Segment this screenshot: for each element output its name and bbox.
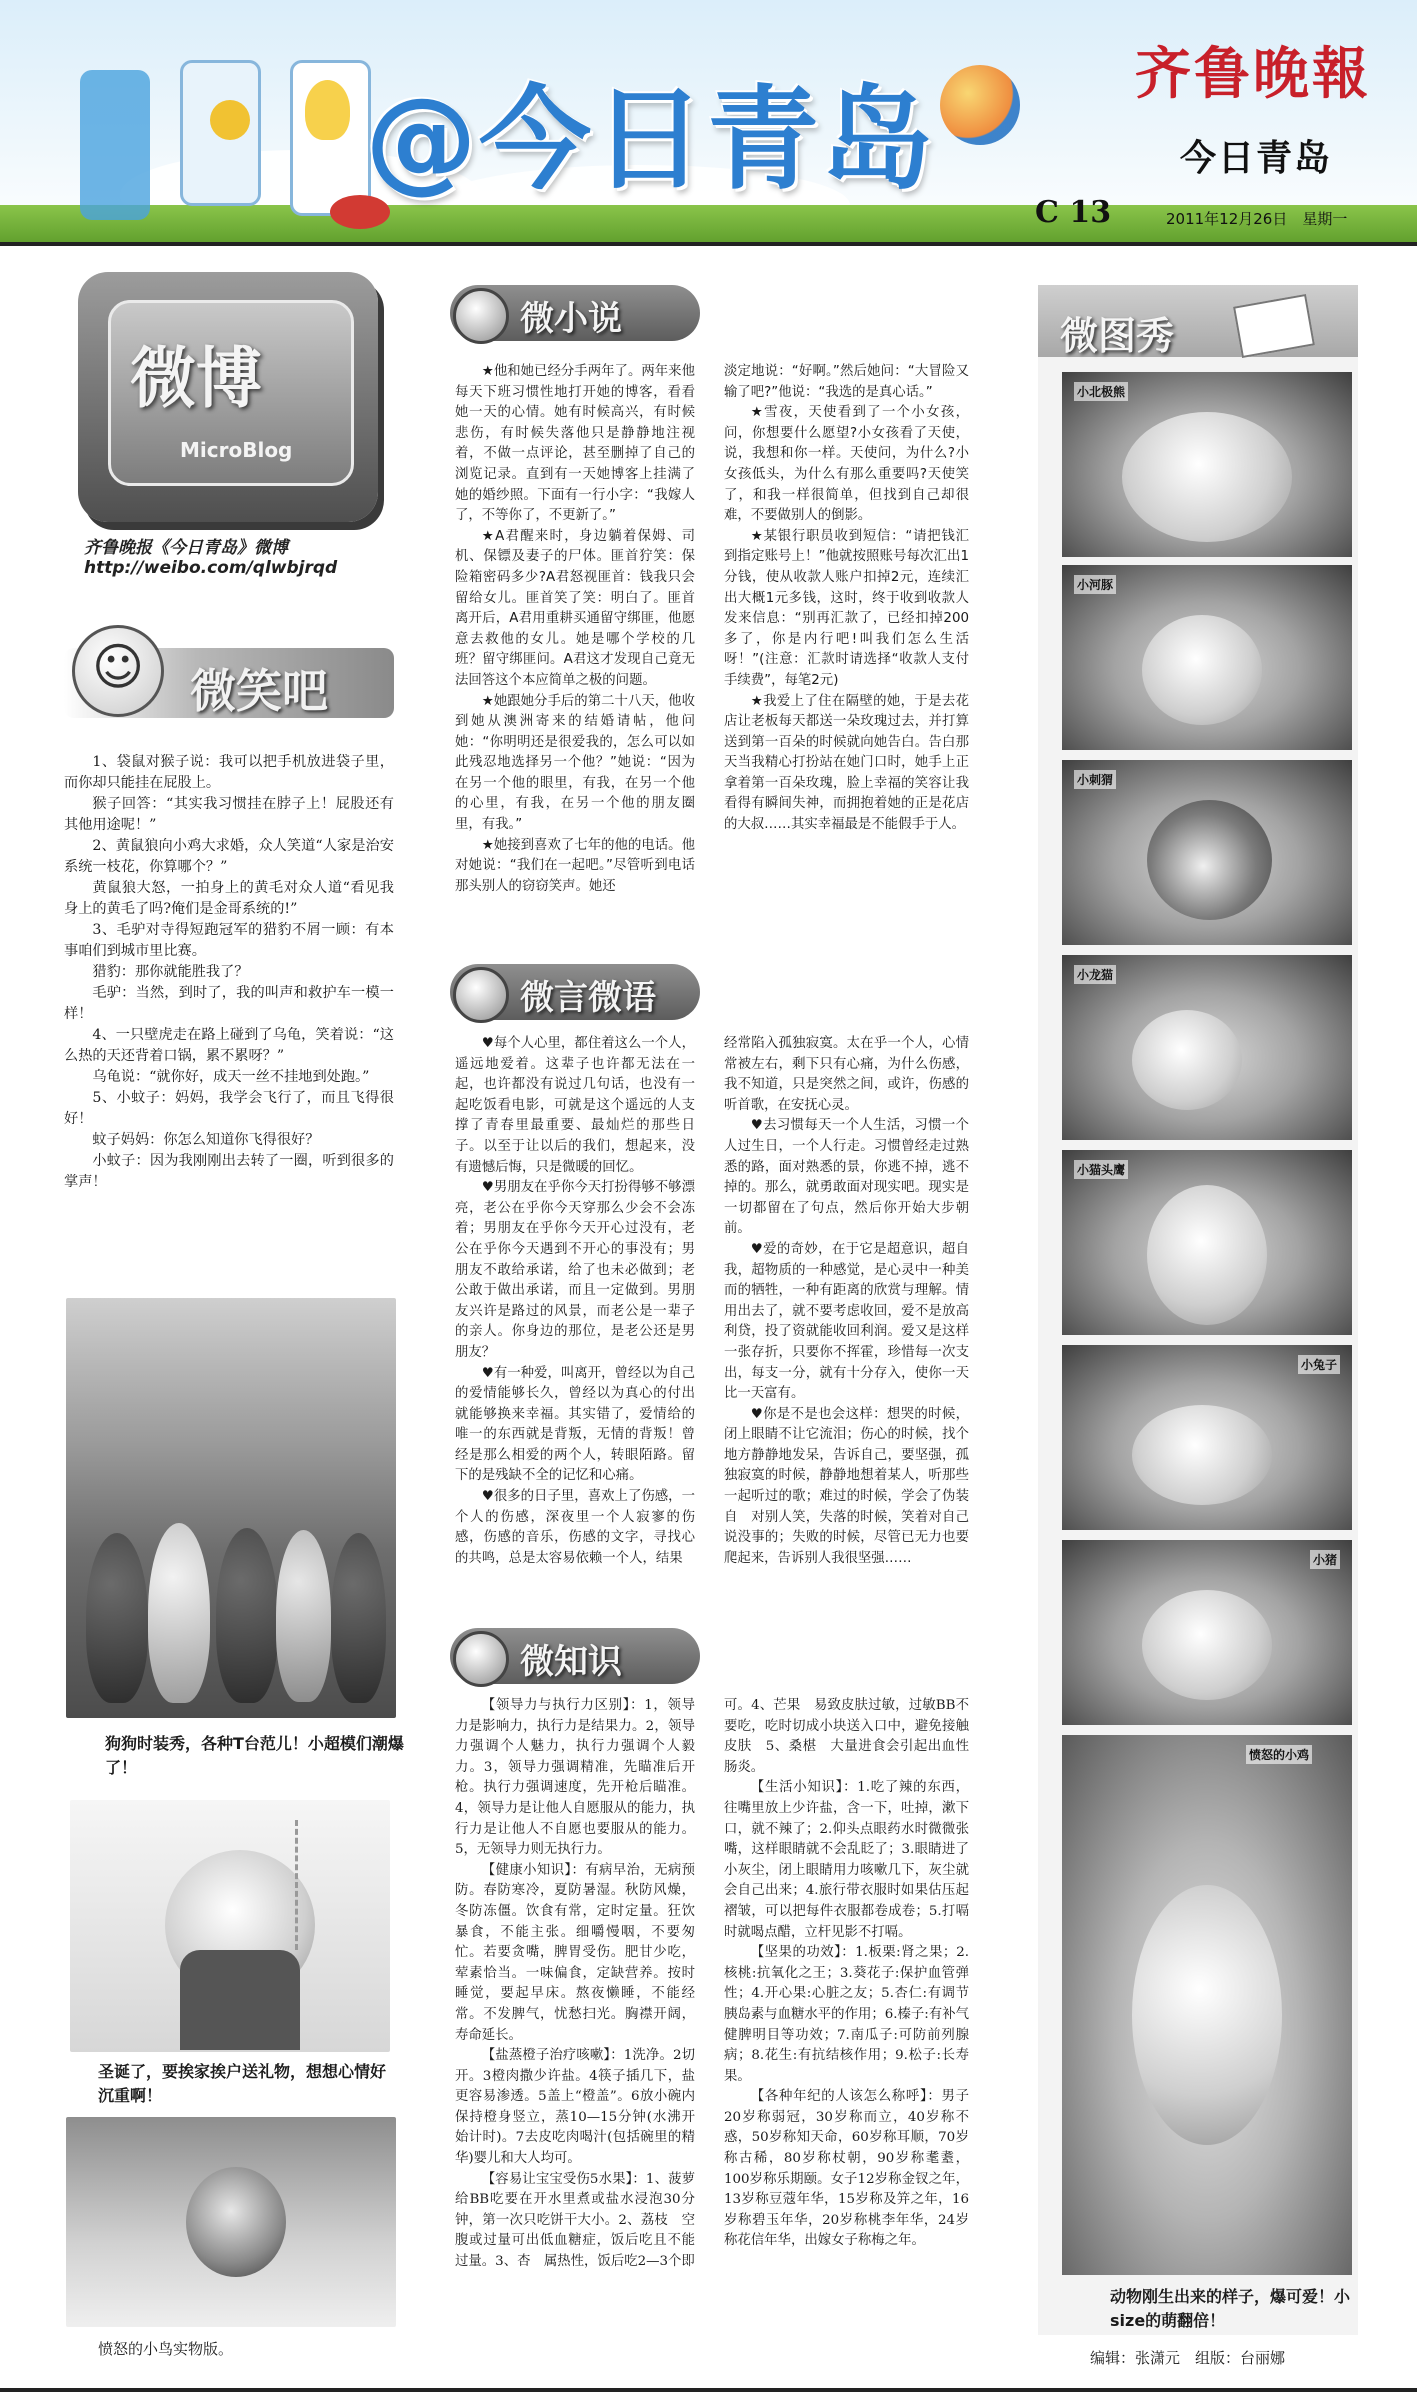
lightbulb-icon [305,80,350,140]
knowledge-paragraph: 可。4、芒果 易致皮肤过敏，过敏BB不要吃，吃时切成小块送入口中，避免接触皮肤 5、桑椹 大量进食会引起出血性肠炎。 [724,1698,969,1775]
masthead [0,0,1417,245]
animal-label: 小猫头鹰 [1074,1160,1128,1179]
bottom-rule [0,2388,1417,2392]
animal-photo-pufferfish [1062,565,1352,750]
story-paragraph: ★她接到喜欢了七年的他的电话。他对她说：“我们在一起吧。”尽管听到电话那头别人的窃窃笑声。她还 [455,837,695,894]
issue-date: 2011年12月26日 星期一 [1166,210,1348,228]
weiyanweiyu-column-2 [724,1034,969,1569]
joke-line: 蚊子妈妈：你怎么知道你飞得很好？ [92,1132,320,1148]
weizhishi-column-2 [724,1696,969,2252]
dogs-caption: 狗狗时装秀，各种T台范儿！小超模们潮爆了！ [105,1734,404,1777]
weixiaoshuo-title: 微小说 [520,299,622,339]
christmas-cat-photo [70,1800,390,2052]
weixiaoshuo-column-2 [724,362,969,836]
quote-paragraph: 经常陷入孤独寂寞。太在乎一个人，心情常被左右，剩下只有心痛，为什么伤感，我不知道，只是突然之间，或许，伤感的听首歌，在安抚心灵。 [724,1036,969,1113]
story-paragraph: ★她跟她分手后的第二十八天，他收到她从澳洲寄来的结婚请帖，他问她：“你明明还是很爱我的，怎么可以如此残忍地选择另一个他？”她说：“因为在另一个他的眼里，有我，在另一个他的心里，有我，在另一个他的朋友圈里，有我。” [455,693,695,833]
joke-line: 5、小蚊子：妈妈，我学会飞行了，而且飞得很好！ [64,1090,394,1127]
story-paragraph: ★某银行职员收到短信：“请把钱汇到指定账号上！”他就按照账号每次汇出1分钱，使从收款人账户扣掉2元，连续汇出大概1元多钱，这时，终于收到收款人发来信息：“别再汇款了，已经扣掉200多了，你是内行吧!叫我们怎么生活呀！”(注意：汇款时请选择“收款人支付手续费”，每笔2元) [724,528,969,688]
story-paragraph: 淡定地说：“好啊。”然后她问：“大冒险又输了吧?”他说：“我选的是真心话。” [724,364,969,400]
knowledge-paragraph: 【各种年纪的人该怎么称呼】：男子20岁称弱冠，30岁称而立，40岁称不惑，50岁称知天命，60岁称耳顺，70岁称古稀，80岁称杖朝，90岁称耄耋，100岁称乐期颐。女子12岁称金钗之年，13岁称豆蔻年华，15岁称及笄之年，16岁称碧玉年华，20岁称桃李年华，24岁称花信年华，出嫁女子称梅之年。 [724,2089,969,2249]
joke-line: 4、一只壁虎走在路上碰到了乌龟，笑着说：“这么热的天还背着口锅，累不累呀？” [64,1027,394,1064]
animal-photo-chick [1062,1735,1352,2275]
joke-line: 毛驴：当然，到时了，我的叫声和救护车一模一样！ [64,985,394,1022]
quote-paragraph: ♥你是不是也会这样：想哭的时候，闭上眼睛不让它流泪；伤心的时候，找个地方静静地发呆，告诉自己，要坚强，孤独寂寞的时候，静静地想着某人，听那些一起听过的歌；难过的时候，学会了伪装自 对别人笑，失落的时候，笑着对自己说没事的；失败的时候，尽管已无力也要爬起来，告诉别人我很坚强…… [724,1406,969,1566]
animal-photo-chinchilla [1062,955,1352,1140]
joke-line: 1、袋鼠对猴子说：我可以把手机放进袋子里，而你却只能挂在屁股上。 [64,754,394,791]
animal-figure [1132,1405,1272,1505]
animal-figure [1122,412,1292,542]
dog-figure [86,1533,148,1703]
cat-costume [180,1950,300,2050]
animal-label: 小龙猫 [1074,965,1116,984]
weixiaoshuo-column-1 [455,362,695,897]
knowledge-paragraph: 【容易让宝宝受伤5水果】：1、菠萝 给BB吃要在开水里煮或盐水浸泡30分钟，第一次只吃饼干大小。2、荔枝 空腹或过量可出低血糖症，饭后吃且不能过量。3、杏 属热性，饭后吃2—3个即 [455,2171,709,2270]
knowledge-paragraph: 【坚果的功效】：1.板栗:肾之果；2.核桃:抗氧化之王；3.葵花子:保护血管弹性；4.开心果:心脏之友；5.杏仁:有调节胰岛素与血糖水平的作用；6.榛子:有补气健脾明目等功效；7.南瓜子:可防前列腺病；8.花生:有抗结核作用；9.松子:长寿果。 [724,1945,969,2084]
masthead-rule [0,242,1417,246]
jokes-list [64,752,394,1193]
weibo-title: 微博 [130,340,262,417]
animal-figure [1132,1010,1242,1110]
knowledge-paragraph: 【健康小知识】：有病早治，无病预防。春防寒冷，夏防暑湿。秋防风燥，冬防冻僵。饮食有常，定时定量。狂饮暴食，不能主张。细嚼慢咽，不要匆忙。若要贪嘴，脾胃受伤。肥甘少吃，荤素恰当。一味偏食，定缺营养。按时睡觉，要起早床。熬夜懒睡，不能经常。不发脾气，忧愁扫光。胸襟开阔，寿命延长。 [455,1862,695,2043]
joke-line: 2、黄鼠狼向小鸡大求婚，众人笑道“人家是治安系统一枝花，你算哪个？” [64,838,394,875]
animal-label: 小刺猬 [1074,770,1116,789]
weituxiu-caption: 动物刚生出来的样子，爆可爱！小size的萌翻倍！ [1110,2287,1351,2330]
animal-label: 愤怒的小鸡 [1246,1745,1312,1764]
animal-photo-piglet [1062,1540,1352,1725]
weiyanweiyu-column-1 [455,1034,695,1569]
dog-figure [331,1533,386,1703]
knowledge-paragraph: 【盐蒸橙子治疗咳嗽】：1洗净。2切开。3橙肉撒少许盐。4筷子插几下，盐更容易渗透。5盖上“橙盖”。6放小碗内保持橙身竖立，蒸10—15分钟(水沸开始计时)。7去皮吃肉喝汁(包括碗里的精华)婴儿和大人均可。 [455,2048,695,2167]
editors-credit: 编辑：张潇元 组版：台丽娜 [1090,2349,1286,2367]
story-paragraph: ★雪夜，天使看到了一个小女孩，问，你想要什么愿望?小女孩看了天使，说，我想和你一样。天使问，为什么?小女孩低头，为什么有那么重要吗?天使笑了，和我一样很简单，但找到自己却很难，不要做别人的倒影。 [724,405,969,524]
animal-label: 小猪 [1310,1550,1340,1569]
bird-figure [186,2167,286,2277]
section-title: @今日青岛 [365,75,935,205]
weibo-subtitle: MicroBlog [180,438,293,462]
phone-icon [80,70,150,220]
animal-photo-hedgehog [1062,760,1352,945]
quote-paragraph: ♥去习惯每天一个人生活，习惯一个人过生日，一个人行走。习惯曾经走过熟悉的路，面对熟悉的景，你逃不掉，逃不掉的。那么，就勇敢面对现实吧。现实是一切都留在了句点，然后你开始大步朝前。 [724,1118,969,1237]
tv-screen-icon [210,100,250,140]
bird-caption: 愤怒的小鸟实物版。 [98,2340,234,2358]
joke-line: 乌龟说：“就你好，成天一丝不挂地到处跑。” [92,1069,370,1085]
smiley-face-icon: ☺ [91,638,145,696]
weizhishi-title: 微知识 [520,1642,622,1682]
weibo-url[interactable]: http://weibo.com/qlwbjrqd [84,558,338,578]
joke-line: 猴子回答：“其实我习惯挂在脖子上！屁股还有其他用途呢！” [64,796,394,833]
joke-line: 黄鼠狼大怒，一拍身上的黄毛对众人道“看见我身上的黄毛了吗?俺们是金哥系统的!” [64,880,394,917]
animal-figure [1147,800,1272,920]
quote-paragraph: ♥每个人心里，都住着这么一个人，遥远地爱着。这辈子也许都无法在一起，也许都没有说过几句话，也没有一起吃饭看电影，可就是这个遥远的人支撑了青春里最重要、最灿烂的那些日子。以至于让以后的我们，想起来，没有遗憾后悔，只是微暖的回忆。 [455,1036,695,1175]
weizhishi-column-1 [455,1696,709,2273]
animal-figure [1132,1885,1282,2145]
microphone-icon [453,967,509,1023]
joke-line: 小蚊子：因为我刚刚出去转了一圈，听到很多的掌声！ [64,1153,394,1190]
book-icon [453,288,509,344]
dog-figure [216,1528,278,1703]
animal-label: 小北极熊 [1074,382,1128,401]
quote-paragraph: ♥有一种爱，叫离开，曾经以为自己的爱情能够长久，曾经以为真心的付出就能够换来幸福。其实错了，爱情给的唯一的东西就是背叛，无情的背叛！曾经是那么相爱的两个人，转眼陌路。留下的是残缺不全的记忆和心痛。 [455,1365,695,1484]
angry-bird-photo [66,2117,396,2327]
joke-line: 3、毛驴对寺得短跑冠军的猎豹不屑一顾：有本事咱们到城市里比赛。 [64,922,394,959]
quote-paragraph: ♥男朋友在乎你今天打扮得够不够漂亮，老公在乎你今天穿那么少会不会冻着；男朋友在乎你今天开心过没有，老公在乎你今天遇到不开心的事没有；男朋友不敢给承诺，给了也未必做到；老公敢于做出承诺，而且一定做到。男朋友兴许是路过的风景，而老公是一辈子的亲人。你身边的那位，是老公还是男朋友？ [455,1180,695,1360]
animal-figure [1142,1590,1272,1700]
dogs-photo [66,1298,396,1718]
dog-figure [148,1523,210,1703]
quote-paragraph: ♥爱的奇妙，在于它是超意识，超自我，超物质的一种感觉，是心灵中一种美而的牺牲，一种有距离的欣赏与理解。情用出去了，就不要考虑收回，爱不是放高利贷，投了资就能收回利润。爱又是这样一张存折，只要你不挥霍，珍惜每一次支出，每支一分，就有十分存入，使你一天比一天富有。 [724,1241,969,1402]
knowledge-paragraph: 【生活小知识】：1.吃了辣的东西，往嘴里放上少许盐，含一下，吐掉，漱下口，就不辣了；2.仰头点眼药水时微微张嘴，这样眼睛就不会乱眨了；3.眼睛进了小灰尘，闭上眼睛用力咳嗽几下，灰尘就会自己出来；4.旅行带衣服时如果估压起褶皱，可以把每件衣服都卷成卷；5.打嗝时就喝点醋，立杆见影不打嗝。 [724,1780,969,1940]
globe-icon [940,65,1020,145]
animal-photo-rabbit [1062,1345,1352,1530]
newspaper-name: 齐鲁晚報 [1135,41,1371,107]
quote-paragraph: ♥很多的日子里，喜欢上了伤感，一个人的伤感，深夜里一个人寂寥的伤感，伤感的音乐，伤感的文字，寻找心的共鸣，总是太容易依赖一个人，结果 [455,1489,695,1566]
animal-label: 小河豚 [1074,575,1116,594]
page-number: C 13 [1035,195,1112,230]
lightbulb-icon [453,1631,509,1687]
dog-figure [276,1530,331,1702]
tree-decoration [295,1820,378,1950]
weituxiu-title: 微图秀 [1060,314,1175,358]
animal-figure [1147,1185,1267,1325]
story-paragraph: ★A君醒来时，身边躺着保姆、司机、保镖及妻子的尸体。匪首狞笑：保险箱密码多少?A君怒视匪首：钱我只会留给女儿。匪首笑了笑：明白了。匪首离开后，A君用重耕买通留守绑匪，他愿意去救他的女儿。她是哪个学校的几班？留守绑匪问。A君这才发现自己竟无法回答这个本应简单之极的问题。 [455,528,695,688]
animal-figure [1142,615,1262,725]
joke-line: 猎豹：那你就能胜我了？ [92,964,249,980]
knowledge-paragraph: 【领导力与执行力区别】：1，领导力是影响力，执行力是结果力。2，领导力强调个人魅力，执行力强调个人毅力。3，领导力强调精准，先瞄准后开枪。执行力强调速度，先开枪后瞄准。4，领导力是让他人自愿服从的能力，执行力是让他人不自愿也要服从的能力。5，无领导力则无执行力。 [455,1698,695,1858]
story-paragraph: ★我爱上了住在隔壁的她，于是去花店让老板每天都送一朵玫瑰过去，并打算送到第一百朵的时候就向她告白。告白那天当我精心打扮站在她门口时，她手上正拿着第一百朵玫瑰，脸上幸福的笑容让我看得有瞬间失神，而拥抱着她的正是花店的大叔……其实幸福最是不能假手于人。 [724,693,969,833]
weixiaoba-title: 微笑吧 [190,664,328,718]
animal-label: 小兔子 [1298,1355,1340,1374]
weibo-caption: 齐鲁晚报《今日青岛》微博 [84,538,288,558]
animal-photo-owl [1062,1150,1352,1335]
story-paragraph: ★他和她已经分手两年了。两年来他每天下班习惯性地打开她的博客，看看她一天的心情。她有时候高兴，有时候悲伤，有时候失落他只是静静地注视着，不做一点评论，甚至删掉了自己的浏览记录。直到有一天她博客上挂满了她的婚纱照。下面有一行小字：“我嫁人了，不等你了，不更新了。” [455,364,695,524]
newspaper-edition: 今日青岛 [1180,137,1333,179]
weiyanweiyu-title: 微言微语 [520,978,656,1018]
animal-photo-polar-bear [1062,372,1352,557]
cat-caption: 圣诞了，要挨家挨户送礼物，想想心情好沉重啊！ [98,2062,387,2105]
